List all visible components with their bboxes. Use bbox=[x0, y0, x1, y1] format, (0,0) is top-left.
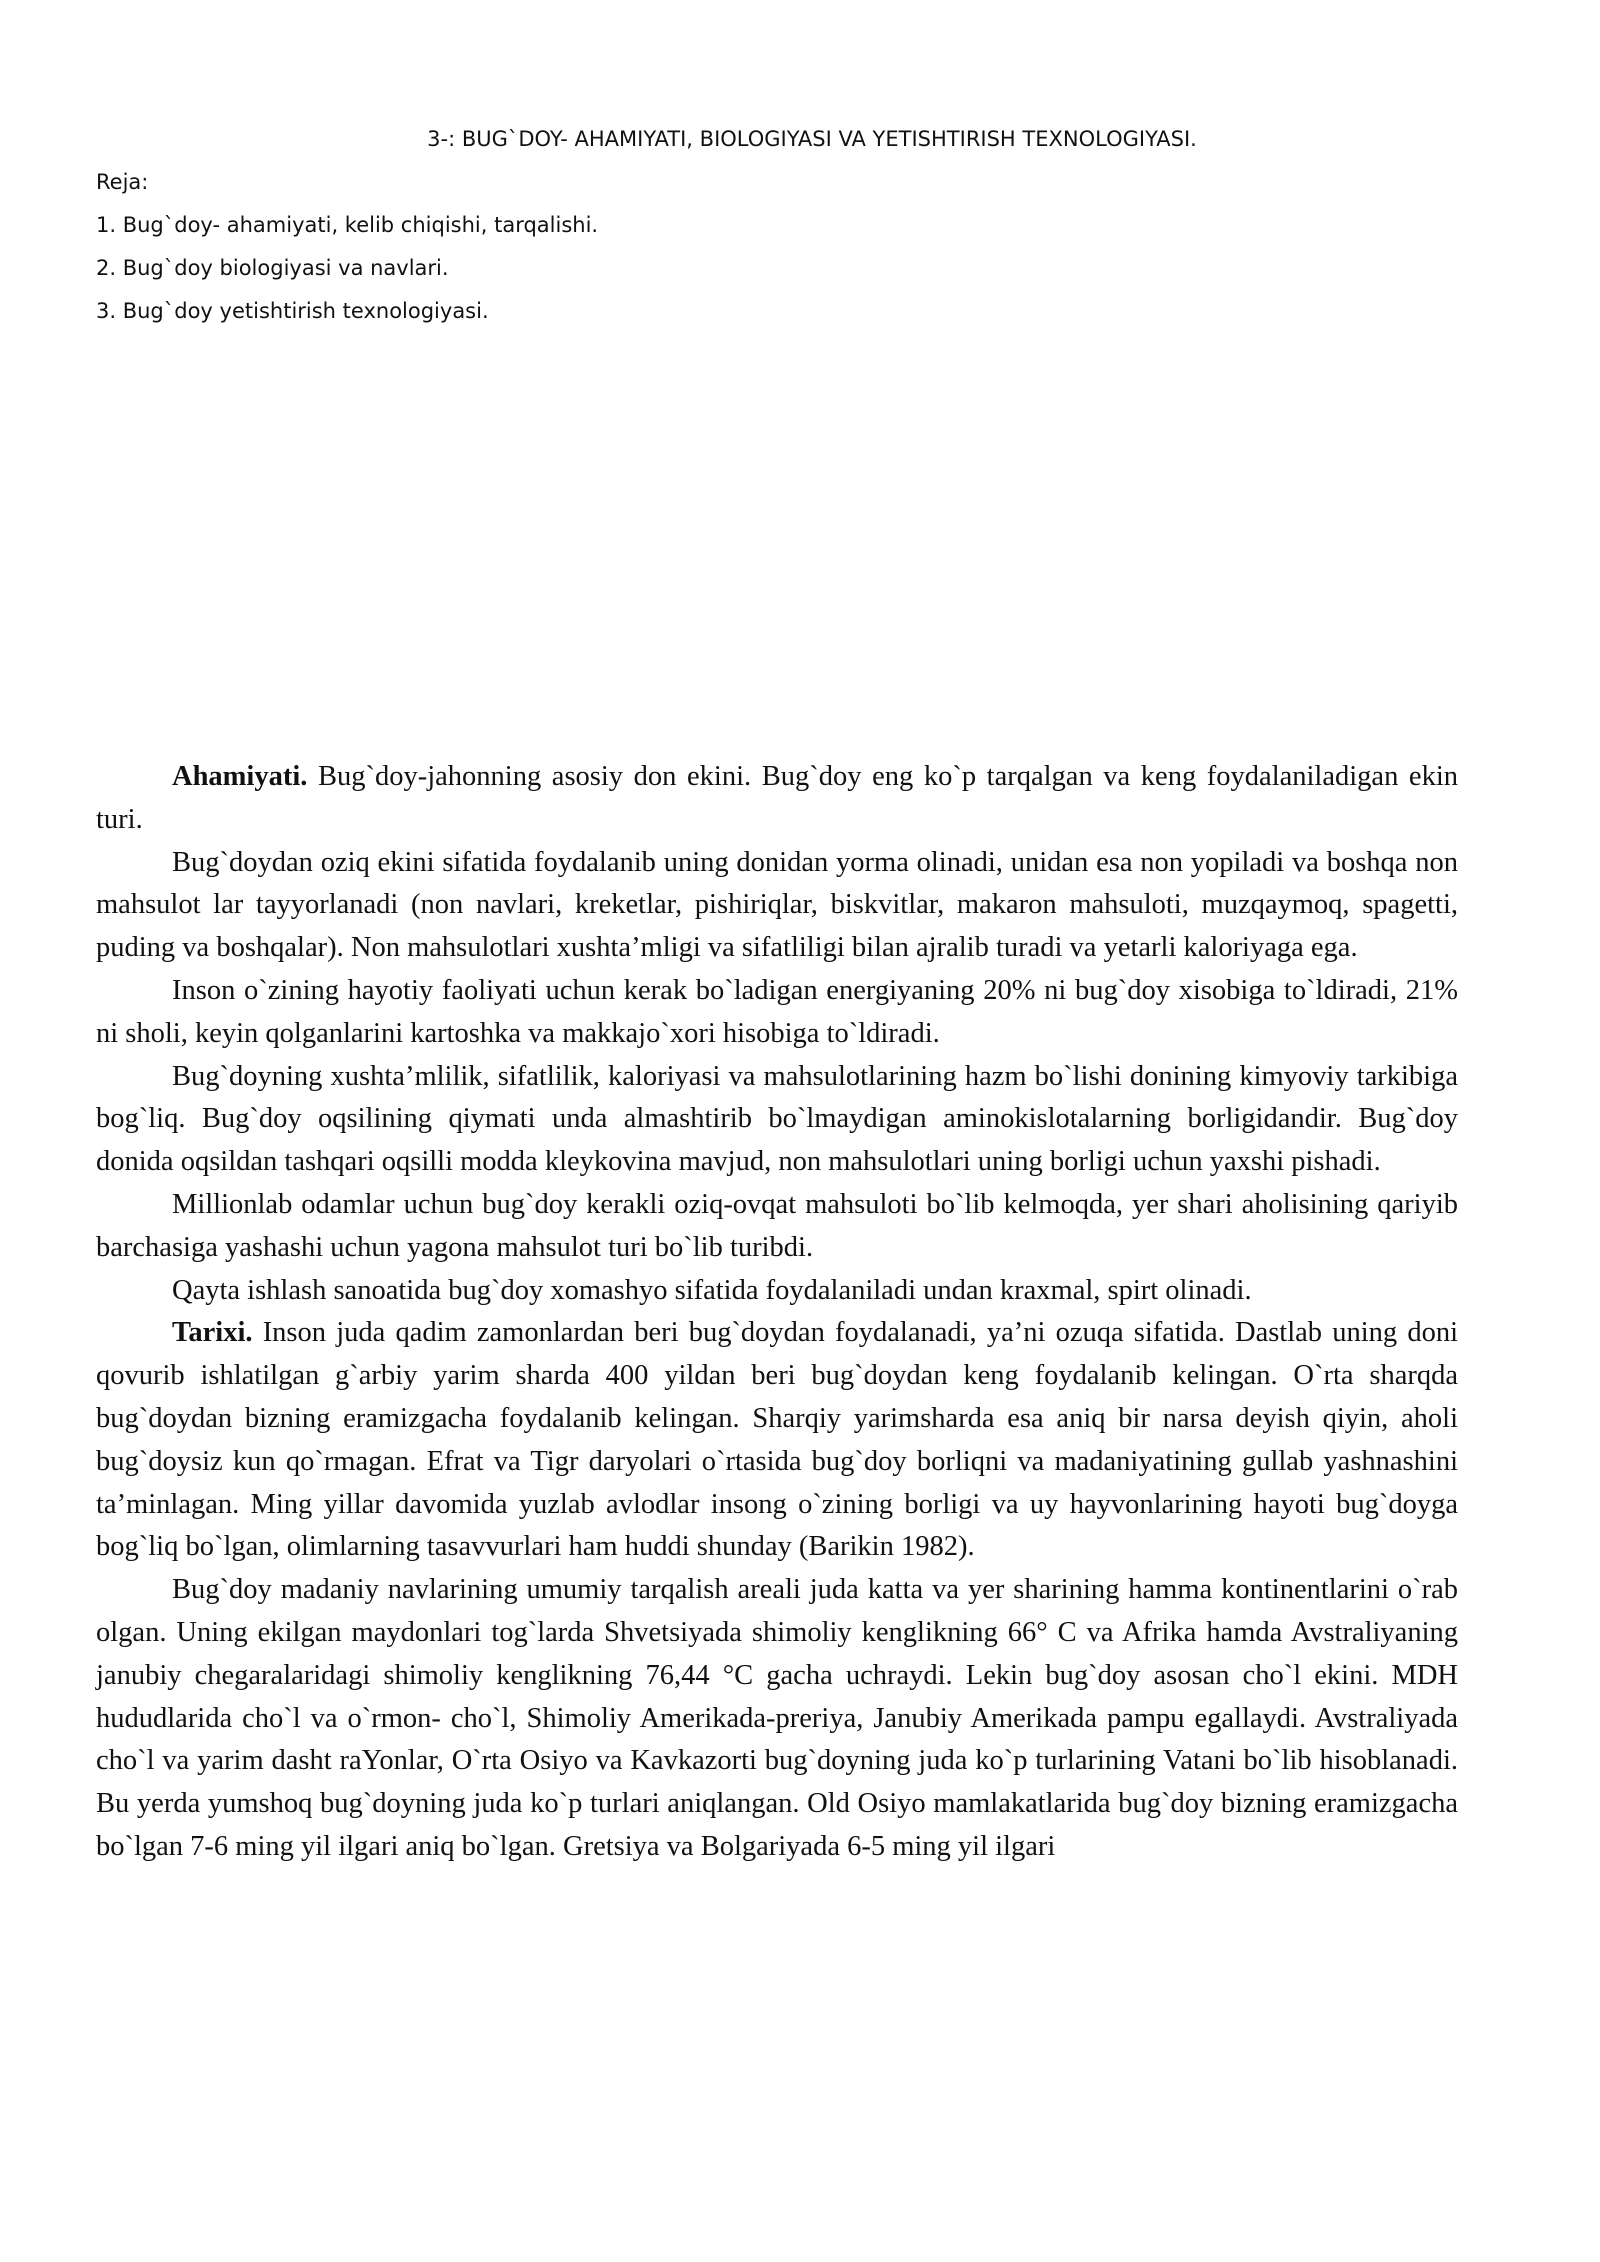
plan-item: 2. Bug`doy biologiyasi va navlari. bbox=[96, 256, 449, 280]
paragraph-history bbox=[96, 1312, 1458, 1569]
plan-label: Reja: bbox=[96, 170, 149, 194]
paragraph: Bug`doyning xushta’mlilik, sifatlilik, kaloriyasi va mahsulotlarining hazm bo`lishi donining kimyoviy tarkibiga bog`liq. Bug`doy oqsilining qiymati unda almashtirib bo`lmaydigan aminokislotalarning borligidandir. Bug`doy donida oqsildan tashqari oqsilli modda kleykovina mavjud, non mahsulotlari uning borligi uchun yaxshi pishadi. bbox=[96, 1060, 1458, 1178]
plan-list bbox=[96, 204, 1466, 333]
section-lead-history: Tarixi. bbox=[172, 1317, 253, 1349]
paragraph: Millionlab odamlar uchun bug`doy kerakli oziq-ovqat mahsuloti bo`lib kelmoqda, yer shari aholisining qariyib barchasiga yashashi uchun yagona mahsulot turi bo`lib turibdi. bbox=[96, 1188, 1458, 1263]
paragraph: Inson o`zining hayotiy faoliyati uchun kerak bo`ladigan energiyaning 20% ni bug`doy xisobiga to`ldiradi, 21% ni sholi, keyin qolganlarini kartoshka va makkajo`xori hisobiga to`ldiradi. bbox=[96, 974, 1458, 1049]
section-lead-importance: Ahamiyati. bbox=[172, 761, 308, 792]
plan-item: 3. Bug`doy yetishtirish texnologiyasi. bbox=[96, 299, 489, 323]
paragraph-text: Inson juda qadim zamonlardan beri bug`doydan foydalanadi, ya’ni ozuqa sifatida. Dastlab uning doni qovurib ishlatilgan g`arbiy yarim sharda 400 yildan beri bug`doydan keng foydalanib kelingan. O`rta sharqda bug`doydan bizning eramizgacha foydalanib kelingan. Sharqiy yarimsharda esa aniq bir narsa deyish qiyin, aholi bug`doysiz kun qo`rmagan. Efrat va Tigr daryolari o`rtasida bug`doy borliqni va madaniyatining gullab yashnashini ta’minlagan. Ming yillar davomida yuzlab avlodlar insong o`zining borligi va uy hayvonlarining hayoti bug`doyga bog`liq bo`lgan, olimlarning tasavvurlari ham huddi shunday (Barikin 1982). bbox=[96, 1317, 1458, 1563]
page-title: 3-: BUG`DOY- AHAMIYATI, BIOLOGIYASI VA YETISHTIRISH TEXNOLOGIYASI. bbox=[427, 127, 1197, 151]
lesson-header bbox=[96, 118, 1466, 333]
paragraph-text: Bug`doy-jahonning asosiy don ekini. Bug`doy eng ko`p tarqalgan va keng foydalaniladigan ekin turi. bbox=[96, 761, 1458, 835]
paragraph-importance bbox=[96, 756, 1458, 842]
paragraph: Qayta ishlash sanoatida bug`doy xomashyo sifatida foydalaniladi undan kraxmal, spirt olinadi. bbox=[172, 1274, 1252, 1306]
paragraph: Bug`doydan oziq ekini sifatida foydalanib uning donidan yorma olinadi, unidan esa non yopiladi va boshqa non mahsulot lar tayyorlanadi (non navlari, kreketlar, pishiriqlar, biskvitlar, makaron mahsuloti, muzqaymoq, spagetti, puding va boshqalar). Non mahsulotlari xushta’mligi va sifatliligi bilan ajralib turadi va yetarli kaloriyaga ega. bbox=[96, 846, 1458, 964]
body-text bbox=[96, 756, 1458, 1869]
paragraph: Bug`doy madaniy navlarining umumiy tarqalish areali juda katta va yer sharining hamma kontinentlarini o`rab olgan. Uning ekilgan maydonlari tog`larda Shvetsiyada shimoliy kenglikning 66° C va Afrika hamda Avstraliyaning janubiy chegaralaridagi shimoliy kenglikning 76,44 °C gacha uchraydi. Lekin bug`doy asosan cho`l ekini. MDH hududlarida cho`l va o`rmon- cho`l, Shimoliy Amerikada-preriya, Janubiy Amerikada pampu egallaydi. Avstraliyada cho`l va yarim dasht raYonlar, O`rta Osiyo va Kavkazorti bug`doyning juda ko`p turlarining Vatani bo`lib hisoblanadi. Bu yerda yumshoq bug`doyning juda ko`p turlari aniqlangan. Old Osiyo mamlakatlarida bug`doy bizning eramizgacha bo`lgan 7-6 ming yil ilgari aniq bo`lgan. Gretsiya va Bolgariyada 6-5 ming yil ilgari bbox=[96, 1574, 1458, 1862]
plan-item: 1. Bug`doy- ahamiyati, kelib chiqishi, tarqalishi. bbox=[96, 213, 599, 237]
